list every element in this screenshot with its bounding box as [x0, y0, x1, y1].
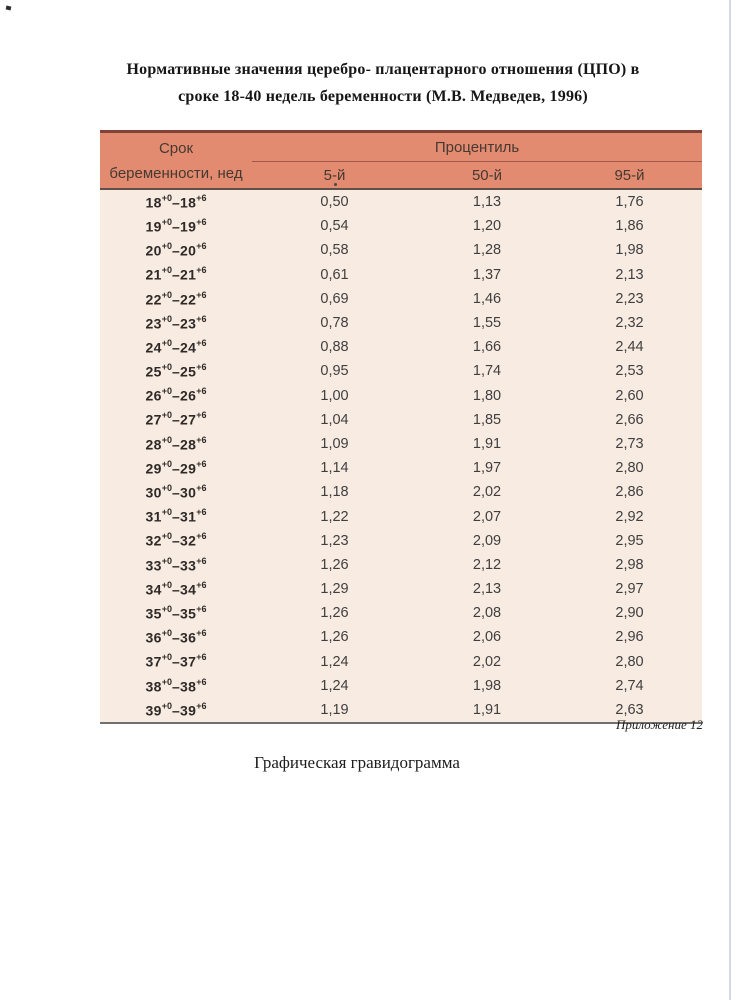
- percentile-value-cell: 2,97: [557, 577, 702, 601]
- appendix-label: Приложение 12: [615, 717, 703, 732]
- percentile-value-cell: 2,13: [557, 263, 702, 287]
- percentile-value-cell: 0,50: [252, 189, 417, 214]
- percentile-value-cell: 1,26: [252, 553, 417, 577]
- percentile-value-cell: 0,54: [252, 214, 417, 238]
- percentile-value-cell: 2,60: [557, 384, 702, 408]
- gestation-week-cell: $20^{+0}-20^{+6}$: [100, 238, 252, 262]
- percentile-value-cell: 0,61: [252, 263, 417, 287]
- table-row: [100, 529, 702, 553]
- percentile-value-cell: 2,80: [557, 456, 702, 480]
- percentile-value-cell: 2,86: [557, 480, 702, 504]
- percentile-value-cell: 2,13: [417, 577, 557, 601]
- percentile-value-cell: 1,91: [417, 698, 557, 723]
- table-row: [100, 214, 702, 238]
- percentile-value-cell: 1,29: [252, 577, 417, 601]
- percentile-value-cell: 1,14: [252, 456, 417, 480]
- percentile-value-cell: 1,23: [252, 529, 417, 553]
- percentile-value-cell: 2,73: [557, 432, 702, 456]
- percentile-value-cell: 2,02: [417, 650, 557, 674]
- gestation-week-cell: $36^{+0}-36^{+6}$: [100, 625, 252, 649]
- title-line-1: Нормативные значения церебро- плацентарного отношения (ЦПО) в: [126, 61, 640, 78]
- percentile-value-cell: 2,98: [557, 553, 702, 577]
- header-percentile: Процентиль: [252, 132, 702, 162]
- gestation-week-cell: $29^{+0}-29^{+6}$: [100, 456, 252, 480]
- percentile-value-cell: 1,26: [252, 601, 417, 625]
- percentile-value-cell: 2,92: [557, 504, 702, 528]
- header-gestation-line1: Срок: [158, 139, 194, 157]
- table-row: [100, 456, 702, 480]
- page-edge-line: [729, 0, 731, 1000]
- percentile-value-cell: 1,80: [417, 384, 557, 408]
- gestation-week-cell: $28^{+0}-28^{+6}$: [100, 432, 252, 456]
- percentile-value-cell: 1,18: [252, 480, 417, 504]
- percentile-value-cell: 1,24: [252, 650, 417, 674]
- percentile-value-cell: 2,63: [557, 698, 702, 723]
- percentile-value-cell: 2,07: [417, 504, 557, 528]
- percentile-value-cell: 2,32: [557, 311, 702, 335]
- percentile-value-cell: 2,02: [417, 480, 557, 504]
- header-percentile-50: 50-й: [417, 162, 557, 190]
- percentile-value-cell: 2,12: [417, 553, 557, 577]
- gestation-week-cell: $34^{+0}-34^{+6}$: [100, 577, 252, 601]
- header-gestation-line2: беременности, нед: [109, 164, 243, 182]
- percentile-value-cell: 1,37: [417, 263, 557, 287]
- gestation-week-cell: $25^{+0}-25^{+6}$: [100, 359, 252, 383]
- gestation-week-cell: $23^{+0}-23^{+6}$: [100, 311, 252, 335]
- gestation-week-cell: $18^{+0}-18^{+6}$: [100, 189, 252, 214]
- percentile-value-cell: 1,28: [417, 238, 557, 262]
- gestation-week-cell: $37^{+0}-37^{+6}$: [100, 650, 252, 674]
- percentile-value-cell: 2,80: [557, 650, 702, 674]
- percentile-value-cell: 2,95: [557, 529, 702, 553]
- percentile-value-cell: 2,44: [557, 335, 702, 359]
- table-row: [100, 625, 702, 649]
- percentile-value-cell: 2,66: [557, 408, 702, 432]
- percentile-value-cell: 2,74: [557, 674, 702, 698]
- percentile-value-cell: 1,76: [557, 189, 702, 214]
- table-row: [100, 189, 702, 214]
- percentile-value-cell: 1,74: [417, 359, 557, 383]
- table-header: [100, 132, 702, 190]
- gestation-week-cell: $35^{+0}-35^{+6}$: [100, 601, 252, 625]
- gestation-week-cell: $33^{+0}-33^{+6}$: [100, 553, 252, 577]
- percentile-value-cell: 1,91: [417, 432, 557, 456]
- document-title: [46, 56, 720, 110]
- table-row: [100, 601, 702, 625]
- table-row: [100, 335, 702, 359]
- percentile-value-cell: 1,22: [252, 504, 417, 528]
- gestation-week-cell: $26^{+0}-26^{+6}$: [100, 384, 252, 408]
- table-row: [100, 384, 702, 408]
- percentile-value-cell: 2,96: [557, 625, 702, 649]
- header-percentile-5: 5-й: [252, 162, 417, 190]
- percentile-value-cell: 0,58: [252, 238, 417, 262]
- table-body: [100, 189, 702, 723]
- table-row: [100, 504, 702, 528]
- table-row: [100, 480, 702, 504]
- table-row: [100, 311, 702, 335]
- gestation-week-cell: $24^{+0}-24^{+6}$: [100, 335, 252, 359]
- table-row: [100, 650, 702, 674]
- percentile-value-cell: 0,78: [252, 311, 417, 335]
- gestation-week-cell: $19^{+0}-19^{+6}$: [100, 214, 252, 238]
- percentile-value-cell: 1,55: [417, 311, 557, 335]
- percentile-value-cell: 1,97: [417, 456, 557, 480]
- table-row: [100, 553, 702, 577]
- gestation-week-cell: $38^{+0}-38^{+6}$: [100, 674, 252, 698]
- table-row: [100, 238, 702, 262]
- percentile-value-cell: 2,08: [417, 601, 557, 625]
- percentile-table: [100, 130, 702, 724]
- title-line-2: сроке 18-40 недель беременности (М.В. Медведев, 1996): [178, 88, 588, 105]
- percentile-value-cell: 2,09: [417, 529, 557, 553]
- percentile-value-cell: 1,26: [252, 625, 417, 649]
- percentile-value-cell: 0,88: [252, 335, 417, 359]
- percentile-value-cell: 1,86: [557, 214, 702, 238]
- percentile-value-cell: 1,09: [252, 432, 417, 456]
- gestation-week-cell: $31^{+0}-31^{+6}$: [100, 504, 252, 528]
- table-row: [100, 432, 702, 456]
- percentile-value-cell: 2,90: [557, 601, 702, 625]
- gestation-week-cell: $32^{+0}-32^{+6}$: [100, 529, 252, 553]
- percentile-value-cell: 1,00: [252, 384, 417, 408]
- percentile-value-cell: 1,46: [417, 287, 557, 311]
- table-row: [100, 408, 702, 432]
- scan-speck-artifact: [6, 6, 12, 11]
- percentile-value-cell: 0,95: [252, 359, 417, 383]
- percentile-value-cell: 1,13: [417, 189, 557, 214]
- header-percentile-95: 95-й: [557, 162, 702, 190]
- percentile-value-cell: 1,66: [417, 335, 557, 359]
- table-row: [100, 287, 702, 311]
- percentile-value-cell: 1,98: [557, 238, 702, 262]
- gestation-week-cell: $21^{+0}-21^{+6}$: [100, 263, 252, 287]
- gestation-week-cell: $39^{+0}-39^{+6}$: [100, 698, 252, 723]
- figure-caption: Графическая гравидограмма: [254, 753, 460, 772]
- header-gestation: [100, 132, 252, 190]
- table-row: [100, 263, 702, 287]
- percentile-value-cell: 2,53: [557, 359, 702, 383]
- percentile-value-cell: 1,24: [252, 674, 417, 698]
- table-row: [100, 698, 702, 723]
- percentile-value-cell: 1,20: [417, 214, 557, 238]
- gestation-week-cell: $30^{+0}-30^{+6}$: [100, 480, 252, 504]
- percentile-value-cell: 0,69: [252, 287, 417, 311]
- percentile-value-cell: 2,06: [417, 625, 557, 649]
- percentile-value-cell: 1,98: [417, 674, 557, 698]
- percentile-value-cell: 2,23: [557, 287, 702, 311]
- percentile-value-cell: 1,85: [417, 408, 557, 432]
- gestation-week-cell: $22^{+0}-22^{+6}$: [100, 287, 252, 311]
- table-row: [100, 674, 702, 698]
- gestation-week-cell: $27^{+0}-27^{+6}$: [100, 408, 252, 432]
- percentile-value-cell: 1,04: [252, 408, 417, 432]
- table-row: [100, 577, 702, 601]
- scan-dot-artifact: [334, 183, 337, 186]
- percentile-value-cell: 1,19: [252, 698, 417, 723]
- table-row: [100, 359, 702, 383]
